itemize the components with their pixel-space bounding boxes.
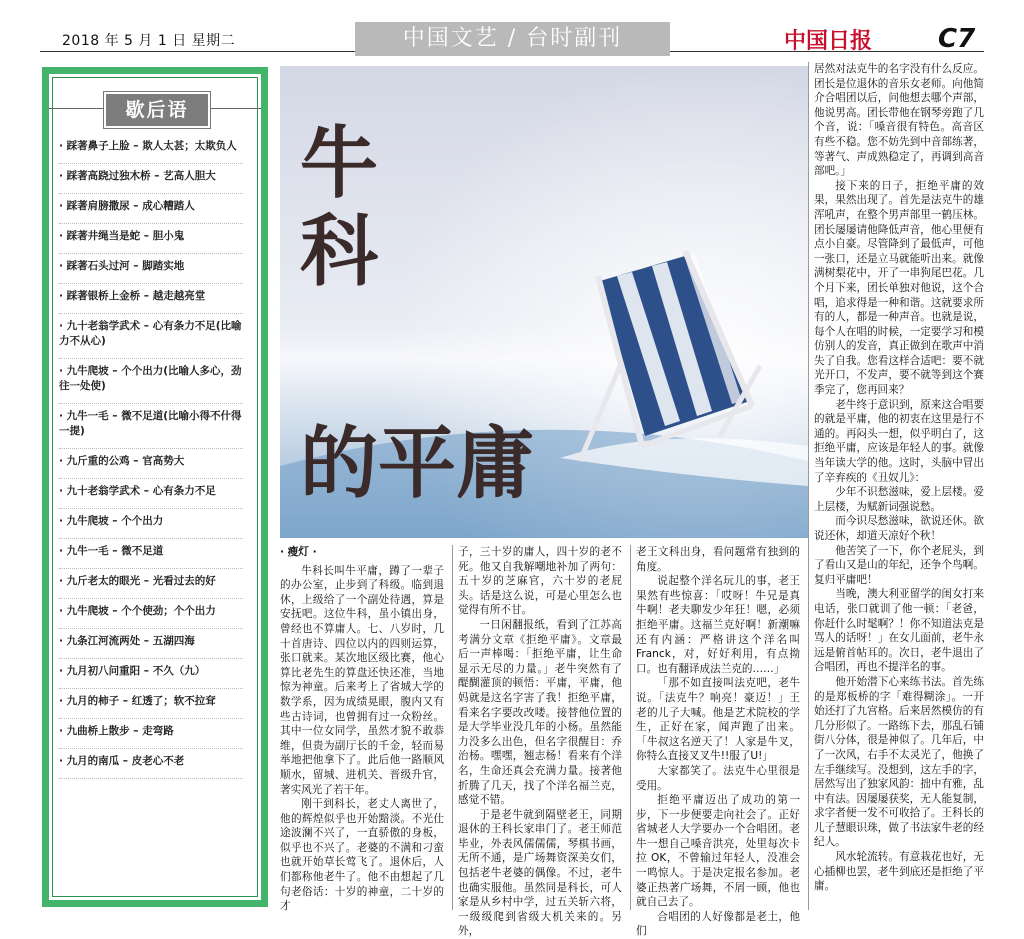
paragraph: 牛科长叫牛平庸，蹲了一辈子的办公室，止步到了科级。临到退休，上级给了一个副处待遇，算是安抚吧。这位牛科，虽小镇出身，曾经也不算庸人。七、八岁时，几十首唐诗、四位以内的四则运算，张口就来。某次地区级比赛，他心算比老先生的算盘还快还准，当地惊为神童。后来考上了省城大学的数学系，因为成绩晃眼，腹内又有些古诗词，也曾拥有过一众粉丝。其中一位女同学，虽然才貌不敢恭维，但贵为副厅长的千金，轻而易举地把他拿下了。此后他一路顺风顺水，留城、进机关、晋级升官，著实风光了若干年。 (280, 564, 444, 796)
issue-date: 2018 年 5 月 1 日 星期二 (62, 33, 236, 49)
paragraph: 一日闲翻报纸，看到了江苏高考满分文章《拒绝平庸》。文章最后一声棒喝：「拒绝平庸，让生命显示无尽的力量。」老牛突然有了醍醐灌顶的顿悟：平庸，平庸，他妈就是这名字害了我！拒绝平庸，看来名字要改改喽。接替他位置的是大学毕业没几年的小杨。虽然能力没多么出色，但名字很醒目：乔治杨。嘿嘿，翘志杨！看来有个洋名，生命还真会充满力量。接著他折腾了几天，找了个洋名福兰克，感觉不错。 (458, 618, 622, 807)
paragraph: 接下来的日子，拒绝平庸的效果，果然出现了。首先是法克牛的雄浑吼声，在整个男声部里一鹤压林。团长屡屡请他降低声音，他心里便有点小自豪。尽管降到了最低声，可他一张口，还是立马就能听出来。就像满树梨花中，开了一串狗尾巴花。几个月下来，团长单独对他说，这个合唱，追求得是一种和谐。这就要求所有的人，都是一种声音。也就是说，每个人在唱的时候，一定要学习和模仿别人的发音，真正做到在歌声中消失了自我。您看这样合适吧：要不就光开口，不发声，要不就等到这个赛季完了，您再回来？ (814, 179, 984, 397)
idiom-item: · 九月的柿子 – 红透了；软不拉耷 (59, 689, 243, 719)
article-headline (300, 119, 535, 509)
idiom-item: · 九十老翁学武术 – 心有条力不足(比喻力不从心) (59, 314, 243, 359)
idiom-item: · 九牛爬坡 – 个个出力 (59, 509, 243, 539)
idiom-item: · 九牛爬坡 – 个个出力(比喻人多心，劲往一处使) (59, 359, 243, 404)
paragraph: 大家都笑了。法克牛心里很是受用。 (636, 764, 800, 792)
headline-part: 科 (300, 207, 379, 297)
paragraph: 他苦笑了一下，你个老屁头，到了看山又是山的年纪，还争个鸟啊。复归平庸吧！ (814, 544, 984, 586)
column-divider (808, 62, 809, 910)
paragraph: 老王文科出身，看问题常有独到的角度。 (636, 546, 800, 573)
paragraph: 于是老牛就到隔壁老王，同期退休的王科长家串门了。老王师范毕业，外表风儒儒儒，琴棋书画，无所不通，是广场舞资深美女们，包括老牛老婆的偶像。不过，老牛也确实服他。虽然同是科长，可人家是从乡村中学，过五关斩六将，一级级爬到省级大机关来的。另外， (458, 808, 622, 938)
paragraph: 少年不识愁滋味，爱上层楼。爱上层楼，为赋新词强说愁。 (814, 486, 984, 513)
section-banner: 中国文艺 / 台时副刊 (355, 22, 670, 56)
idiom-item: · 九月初八问重阳 – 不久（九） (59, 659, 243, 689)
article-body (280, 545, 810, 938)
article-column-3 (636, 545, 800, 939)
page-header (0, 0, 1024, 58)
idiom-item: · 九牛爬坡 – 个个使劲；个个出力 (59, 599, 243, 629)
article-column-1 (280, 545, 444, 914)
paragraph: 他开始潜下心来练书法。首先练的是郑板桥的字「难得糊涂」。一开始还打了九宫格。后来居然模仿的有几分形似了。一路练下去，那乱石铺街八分体，很是神似了。几年后，中了一次风，右手不太灵光了，他换了左手继续写。没想到，这左手的字，居然写出了独家风韵：拙中有雅，乱中有法。因屡屡获奖，无人能复制，求字者便一发不可收拾了。王科长的儿子慧眼识珠，做了书法家牛老的经纪人。 (814, 675, 984, 849)
column-divider (452, 545, 453, 910)
paragraph: 居然对法克牛的名字没有什么反应。团长是位退休的音乐女老师。向他简介合唱团以后，问他想去哪个声部，他说男高。团长带他在钢琴旁跑了几个音，说：「嗓音很有特色。高音区有些不稳。您不妨先到中音部练著，等著气、声成熟稳定了，再调到高音部吧。」 (814, 63, 984, 178)
page-number: C7 (938, 24, 976, 54)
idiom-item: · 踩著高跷过独木桥 – 艺高人胆大 (59, 164, 243, 194)
idiom-item: · 九牛一毛 – 微不足道 (59, 539, 243, 569)
paragraph: 当晚，澳大利亚留学的闺女打来电话，张口就训了他一顿：「老爸，你赶什么时髦啊？！你不知道法克是骂人的话呀！」在女儿面前，老牛永远是俯首帖耳的。次日，老牛退出了合唱团，再也不提洋名的事。 (814, 588, 984, 674)
paragraph: 而今识尽愁滋味，欲说还休。欲说还休，却道天凉好个秋！ (814, 515, 984, 542)
column-divider (630, 545, 631, 910)
sidebar-title-bar (49, 92, 261, 126)
paragraph: 刚干到科长，老丈人离世了，他的辉煌似乎也开始黯淡。不光仕途波澜不兴了，一直骄傲的身板，似乎也不兴了。老婆的不满和刁蛮也就开始草长莺飞了。退休后，人们都称他老牛了。他不由想起了几句老俗话：十岁的神童，二十岁的才 (280, 798, 444, 913)
idiom-item: · 九条江河流两处 – 五湖四海 (59, 629, 243, 659)
idiom-list (59, 134, 243, 779)
idiom-item: · 九牛一毛 – 微不足道(比喻小得不什得一提) (59, 404, 243, 449)
paragraph: 子，三十岁的庸人，四十岁的老不死。他又自我解嘲地补加了两句：五十岁的芝麻官，六十岁的老屁头。话是这么说，可是心里怎么也觉得有所不甘。 (458, 546, 622, 617)
paragraph: 「那不如直接叫法克吧，老牛说。「法克牛？响亮！豪迈！」王老的儿子大喊。他是艺术院校的学生，正好在家，闻声跑了出来。「牛叔这名逆天了！人家是牛叉，你特么直接叉叉牛!!服了U!」 (636, 677, 800, 763)
sidebar-title: 歇后语 (104, 92, 210, 128)
paragraph: 拒绝平庸迈出了成功的第一步，下一步便要走向社会了。正好省城老人大学要办一个合唱团。老牛一想自己嗓音洪亮，处里每次卡拉 OK，不曾输过年轻人，没准会一鸣惊人。于是决定报名参加。老婆正热著广场舞，不屑一顾，他也就自己去了。 (636, 794, 800, 909)
idiom-item: · 踩著肩膀撒尿 – 成心糟踏人 (59, 194, 243, 224)
paragraph: 风水轮流转。有意栽花也好，无心插柳也罢，老牛到底还是拒绝了平庸。 (814, 851, 984, 893)
idiom-item: · 九斤老太的眼光 – 光看过去的好 (59, 569, 243, 599)
paper-name: 中国日报 (784, 28, 873, 54)
idiom-item: · 九曲桥上散步 – 走弯路 (59, 719, 243, 749)
article-column-2 (458, 545, 622, 939)
paragraph: 老牛终于意识到，原来这合唱要的就是平庸，他的初衷在这里是行不通的。再闷头一想，似乎明白了，这拒绝平庸，应该是年轻人的事。就像当年读大学的他。这时，头脑中冒出了辛弃疾的《丑奴儿》： (814, 398, 984, 484)
idiom-item: · 九月的南瓜 – 皮老心不老 (59, 749, 243, 779)
idiom-item: · 踩著鼻子上脸 – 欺人太甚；太欺负人 (59, 134, 243, 164)
paragraph: 合唱团的人好像都是老土，他们 (636, 910, 800, 938)
article-column-4 (814, 62, 984, 894)
idiom-item: · 踩著石头过河 – 脚踏实地 (59, 254, 243, 284)
idiom-sidebar (42, 67, 268, 907)
byline: · 瘦灯 · (280, 546, 317, 558)
paragraph: 说起整个洋名玩儿的事，老王果然有些惊喜：「哎呀！牛兄是真牛啊！老夫聊发少年狂！嗯，必须拒绝平庸。这福兰克好啊！新潮嘛还有内涵：严格讲这个洋名叫 Franck，对，好好利用，有点拗口。也有翻译成法兰克的……」 (636, 575, 800, 675)
idiom-item: · 踩著井绳当是蛇 – 胆小鬼 (59, 224, 243, 254)
headline-part: 的平庸 (300, 419, 535, 509)
idiom-item: · 踩著银桥上金桥 – 越走越亮堂 (59, 284, 243, 314)
idiom-item: · 九斤重的公鸡 – 官高势大 (59, 449, 243, 479)
headline-part: 牛 (300, 119, 379, 209)
idiom-item: · 九十老翁学武术 – 心有条力不足 (59, 479, 243, 509)
